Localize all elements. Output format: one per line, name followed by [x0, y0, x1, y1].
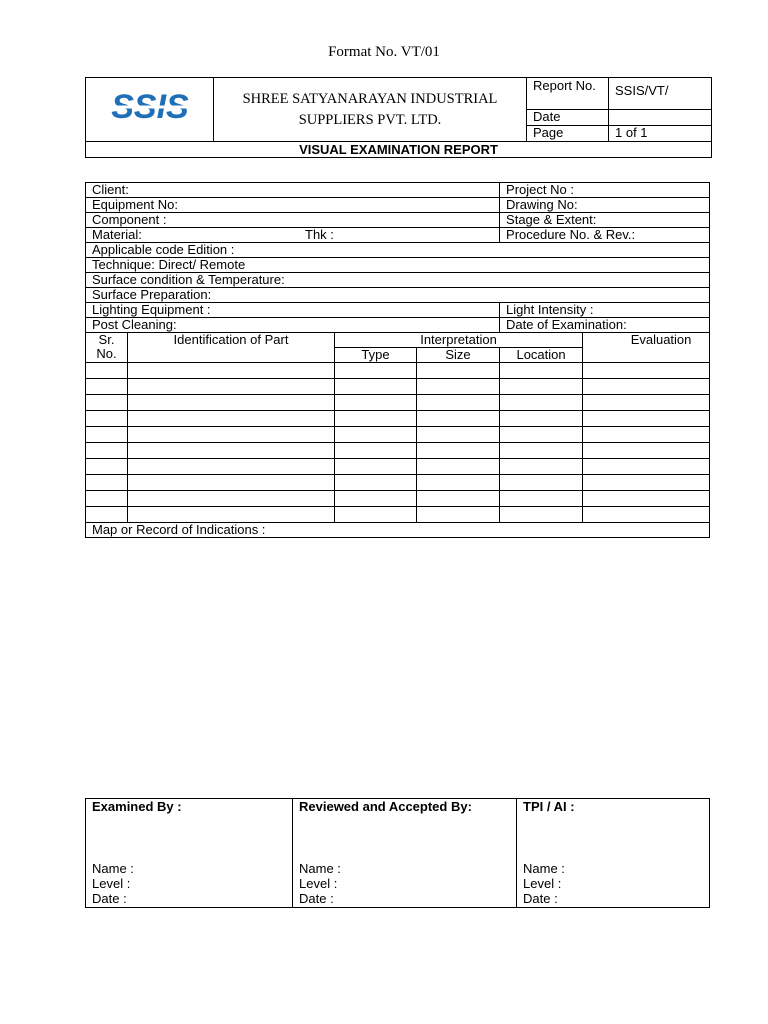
- table-cell: [335, 411, 417, 427]
- reviewed-by-level: Level :: [299, 876, 338, 891]
- table-cell: [583, 443, 710, 459]
- applicable-code-field: Applicable code Edition :: [86, 243, 710, 258]
- project-no-field: Project No :: [500, 183, 710, 198]
- table-cell: [417, 443, 500, 459]
- lighting-equipment-field: Lighting Equipment :: [86, 303, 500, 318]
- light-intensity-field: Light Intensity :: [500, 303, 710, 318]
- table-row: [86, 379, 710, 395]
- location-header: Location: [500, 348, 583, 363]
- examined-by-name: Name :: [92, 861, 134, 876]
- table-cell: [128, 507, 335, 523]
- table-cell: [128, 363, 335, 379]
- logo-text: SSIS: [110, 88, 189, 126]
- table-row: [86, 427, 710, 443]
- map-record-area: Map or Record of Indications :: [86, 523, 710, 538]
- table-row: [86, 507, 710, 523]
- type-header: Type: [335, 348, 417, 363]
- table-cell: [86, 459, 128, 475]
- table-cell: [583, 363, 710, 379]
- table-cell: [417, 395, 500, 411]
- table-cell: [128, 475, 335, 491]
- table-cell: [335, 459, 417, 475]
- table-row: [86, 443, 710, 459]
- report-no-label: Report No.: [527, 78, 609, 110]
- page-label: Page: [527, 126, 609, 142]
- surface-preparation-field: Surface Preparation:: [86, 288, 710, 303]
- table-cell: [500, 475, 583, 491]
- identification-header: Identification of Part: [128, 333, 335, 363]
- report-no-value: SSIS/VT/: [609, 78, 712, 110]
- table-cell: [583, 379, 710, 395]
- table-cell: [583, 411, 710, 427]
- table-cell: [335, 491, 417, 507]
- drawing-no-field: Drawing No:: [500, 198, 710, 213]
- examined-by-block: [86, 799, 293, 908]
- report-header: [85, 77, 712, 158]
- ssis-logo-icon: [91, 78, 209, 138]
- table-cell: [417, 363, 500, 379]
- table-cell: [128, 427, 335, 443]
- table-cell: [500, 443, 583, 459]
- indication-rows: [86, 363, 710, 523]
- table-cell: [86, 475, 128, 491]
- date-of-examination-field: Date of Examination:: [500, 318, 710, 333]
- table-cell: [335, 379, 417, 395]
- stage-extent-field: Stage & Extent:: [500, 213, 710, 228]
- equipment-no-field: Equipment No:: [86, 198, 500, 213]
- surface-condition-field: Surface condition & Temperature:: [86, 273, 710, 288]
- table-cell: [583, 427, 710, 443]
- table-cell: [128, 459, 335, 475]
- format-number: Format No. VT/01: [328, 44, 440, 60]
- table-cell: [500, 491, 583, 507]
- table-cell: [335, 427, 417, 443]
- table-cell: [417, 379, 500, 395]
- examined-by-date: Date :: [92, 891, 127, 906]
- client-field: Client:: [86, 183, 500, 198]
- reviewed-by-date: Date :: [299, 891, 334, 906]
- page-value: 1 of 1: [609, 126, 712, 142]
- company-name: [214, 78, 527, 142]
- table-row: [86, 475, 710, 491]
- table-row: [86, 459, 710, 475]
- evaluation-header: Evaluation: [583, 333, 710, 363]
- thk-label: Thk :: [305, 227, 334, 242]
- report-title: VISUAL EXAMINATION REPORT: [86, 142, 712, 158]
- table-cell: [335, 507, 417, 523]
- tpi-ai-title: TPI / AI :: [523, 799, 575, 814]
- table-cell: [500, 427, 583, 443]
- table-cell: [128, 443, 335, 459]
- table-cell: [128, 411, 335, 427]
- table-cell: [500, 411, 583, 427]
- table-cell: [86, 395, 128, 411]
- post-cleaning-field: Post Cleaning:: [86, 318, 500, 333]
- table-cell: [128, 491, 335, 507]
- component-field: Component :: [86, 213, 500, 228]
- table-cell: [417, 491, 500, 507]
- table-cell: [86, 379, 128, 395]
- table-cell: [417, 427, 500, 443]
- table-cell: [500, 459, 583, 475]
- tpi-ai-block: [517, 799, 710, 908]
- table-cell: [583, 507, 710, 523]
- table-cell: [86, 507, 128, 523]
- material-label: Material:: [92, 227, 142, 242]
- table-cell: [335, 443, 417, 459]
- table-cell: [335, 395, 417, 411]
- tpi-ai-name: Name :: [523, 861, 565, 876]
- examined-by-title: Examined By :: [92, 799, 182, 814]
- table-cell: [500, 379, 583, 395]
- table-cell: [417, 411, 500, 427]
- table-cell: [583, 475, 710, 491]
- material-field: [86, 228, 500, 243]
- procedure-field: Procedure No. & Rev.:: [500, 228, 710, 243]
- table-cell: [417, 459, 500, 475]
- table-cell: [86, 491, 128, 507]
- company-name-line2: SUPPLIERS PVT. LTD.: [298, 111, 442, 128]
- table-cell: [335, 363, 417, 379]
- sr-header-line2: No.: [96, 346, 117, 361]
- date-value: [609, 110, 712, 126]
- table-cell: [500, 507, 583, 523]
- table-cell: [86, 411, 128, 427]
- table-cell: [583, 395, 710, 411]
- table-row: [86, 395, 710, 411]
- company-name-line1: SHREE SATYANARAYAN INDUSTRIAL: [242, 90, 498, 107]
- size-header: Size: [417, 348, 500, 363]
- table-row: [86, 363, 710, 379]
- table-cell: [86, 443, 128, 459]
- table-cell: [583, 459, 710, 475]
- signature-section: [85, 798, 710, 908]
- table-cell: [583, 491, 710, 507]
- table-cell: [128, 379, 335, 395]
- technique-field: Technique: Direct/ Remote: [86, 258, 710, 273]
- reviewed-by-block: [293, 799, 517, 908]
- table-cell: [417, 475, 500, 491]
- table-cell: [417, 507, 500, 523]
- examined-by-level: Level :: [92, 876, 131, 891]
- sr-header-line1: Sr.: [98, 332, 115, 347]
- table-row: [86, 411, 710, 427]
- sr-no-header: [86, 333, 128, 363]
- interpretation-header: Interpretation: [335, 333, 583, 348]
- table-cell: [86, 363, 128, 379]
- table-cell: [86, 427, 128, 443]
- report-body: [85, 182, 710, 538]
- table-cell: [500, 395, 583, 411]
- reviewed-by-name: Name :: [299, 861, 341, 876]
- company-logo: [86, 78, 214, 142]
- tpi-ai-level: Level :: [523, 876, 562, 891]
- tpi-ai-date: Date :: [523, 891, 558, 906]
- table-row: [86, 491, 710, 507]
- table-cell: [128, 395, 335, 411]
- reviewed-by-title: Reviewed and Accepted By:: [299, 799, 472, 814]
- table-cell: [500, 363, 583, 379]
- table-cell: [335, 475, 417, 491]
- date-label: Date: [527, 110, 609, 126]
